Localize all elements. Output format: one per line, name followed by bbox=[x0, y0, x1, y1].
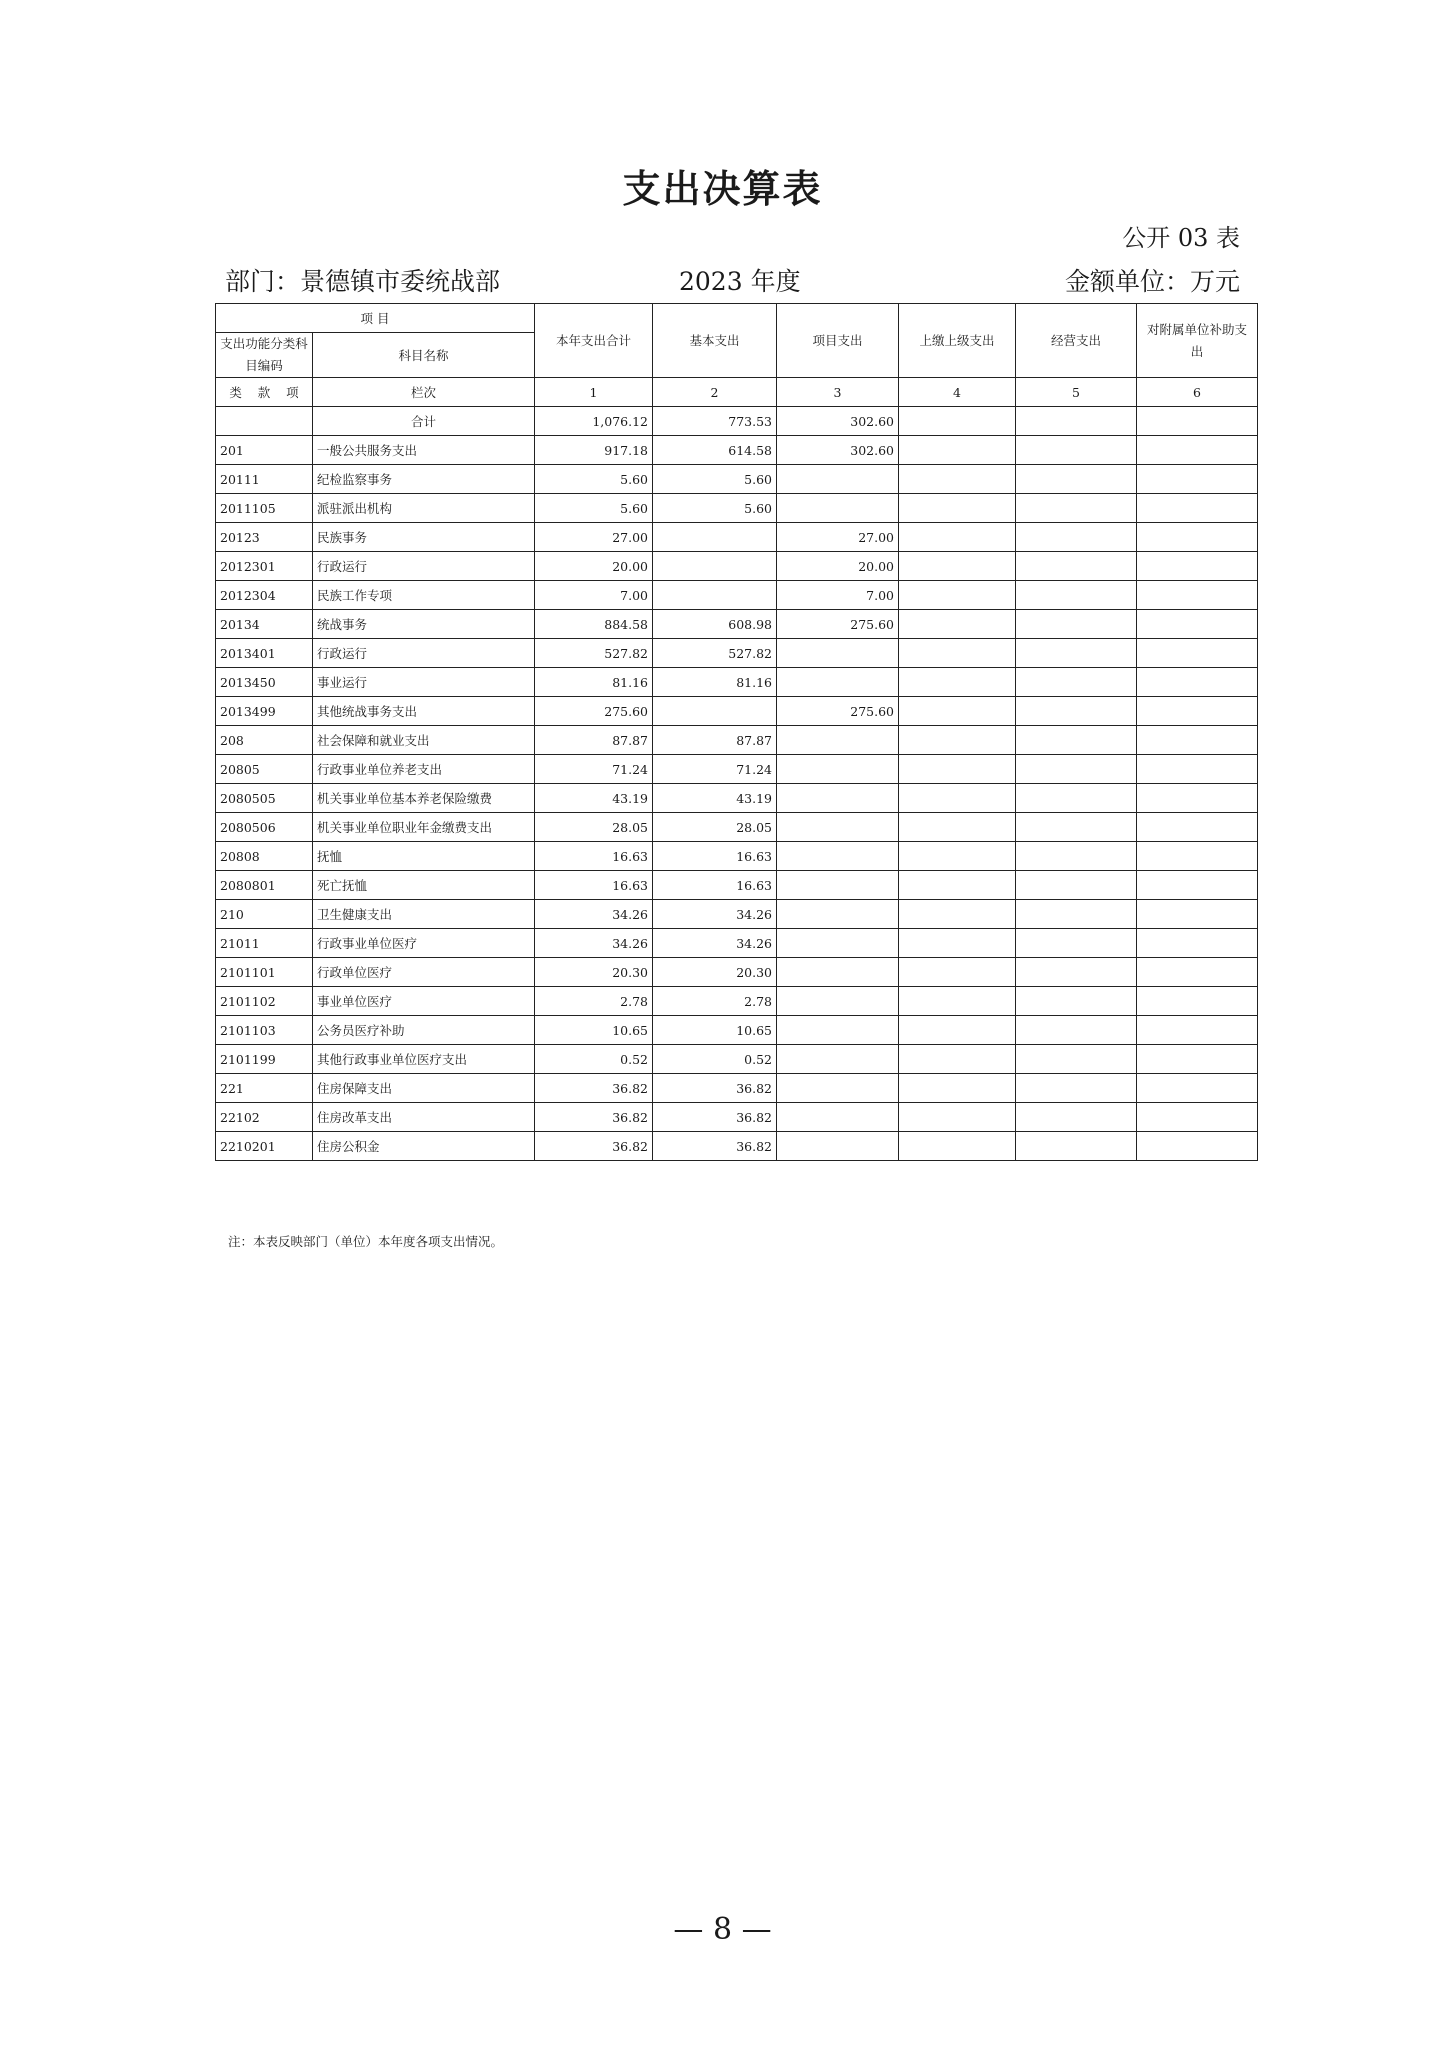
row-code: 2011105 bbox=[216, 494, 313, 523]
row-operating bbox=[1016, 668, 1137, 697]
row-total: 5.60 bbox=[535, 465, 653, 494]
row-basic: 87.87 bbox=[653, 726, 777, 755]
row-code: 2012304 bbox=[216, 581, 313, 610]
row-project bbox=[777, 900, 899, 929]
row-name: 社会保障和就业支出 bbox=[313, 726, 535, 755]
row-basic: 16.63 bbox=[653, 842, 777, 871]
row-name: 行政运行 bbox=[313, 552, 535, 581]
table-row bbox=[216, 465, 1258, 494]
row-basic bbox=[653, 697, 777, 726]
table-row bbox=[216, 813, 1258, 842]
row-name: 事业运行 bbox=[313, 668, 535, 697]
form-number: 公开 03 表 bbox=[1122, 224, 1240, 252]
row-project: 275.60 bbox=[777, 610, 899, 639]
row-name: 纪检监察事务 bbox=[313, 465, 535, 494]
row-subsidy bbox=[1137, 842, 1258, 871]
table-row bbox=[216, 552, 1258, 581]
row-project bbox=[777, 842, 899, 871]
row-total: 81.16 bbox=[535, 668, 653, 697]
row-project bbox=[777, 987, 899, 1016]
row-project bbox=[777, 639, 899, 668]
row-basic: 34.26 bbox=[653, 929, 777, 958]
table-row bbox=[216, 1103, 1258, 1132]
row-name: 住房公积金 bbox=[313, 1132, 535, 1161]
row-remit bbox=[899, 1132, 1016, 1161]
row-operating bbox=[1016, 1045, 1137, 1074]
row-code: 2080505 bbox=[216, 784, 313, 813]
row-operating bbox=[1016, 755, 1137, 784]
meta-row bbox=[225, 262, 1240, 298]
currency-unit: 金额单位：万元 bbox=[1064, 267, 1240, 296]
kuan-label: 款 bbox=[257, 385, 271, 400]
table-row bbox=[216, 726, 1258, 755]
row-operating bbox=[1016, 900, 1137, 929]
row-total: 2.78 bbox=[535, 987, 653, 1016]
row-code: 2012301 bbox=[216, 552, 313, 581]
lanci-label: 栏次 bbox=[313, 378, 535, 407]
row-basic: 608.98 bbox=[653, 610, 777, 639]
row-total: 34.26 bbox=[535, 929, 653, 958]
row-remit bbox=[899, 726, 1016, 755]
row-operating bbox=[1016, 871, 1137, 900]
row-subsidy bbox=[1137, 610, 1258, 639]
row-total: 917.18 bbox=[535, 436, 653, 465]
row-name: 民族事务 bbox=[313, 523, 535, 552]
row-code: 22102 bbox=[216, 1103, 313, 1132]
lei-kuan-xiang bbox=[216, 378, 313, 407]
row-basic: 20.30 bbox=[653, 958, 777, 987]
row-project bbox=[777, 784, 899, 813]
row-remit bbox=[899, 668, 1016, 697]
row-code: 2101102 bbox=[216, 987, 313, 1016]
row-total: 275.60 bbox=[535, 697, 653, 726]
row-basic: 2.78 bbox=[653, 987, 777, 1016]
row-name: 行政运行 bbox=[313, 639, 535, 668]
table-row bbox=[216, 755, 1258, 784]
table-row bbox=[216, 1045, 1258, 1074]
table-row bbox=[216, 668, 1258, 697]
row-total: 10.65 bbox=[535, 1016, 653, 1045]
row-code: 210 bbox=[216, 900, 313, 929]
row-subsidy bbox=[1137, 1132, 1258, 1161]
row-name: 机关事业单位职业年金缴费支出 bbox=[313, 813, 535, 842]
row-basic: 43.19 bbox=[653, 784, 777, 813]
lei-label: 类 bbox=[229, 385, 242, 400]
total-c1: 1,076.12 bbox=[535, 407, 653, 436]
row-subsidy bbox=[1137, 465, 1258, 494]
row-basic bbox=[653, 552, 777, 581]
row-total: 28.05 bbox=[535, 813, 653, 842]
row-project bbox=[777, 1016, 899, 1045]
row-project: 275.60 bbox=[777, 697, 899, 726]
row-total: 87.87 bbox=[535, 726, 653, 755]
table-row bbox=[216, 1074, 1258, 1103]
row-remit bbox=[899, 610, 1016, 639]
row-code: 2101101 bbox=[216, 958, 313, 987]
row-code: 2101199 bbox=[216, 1045, 313, 1074]
row-basic bbox=[653, 581, 777, 610]
table-row bbox=[216, 929, 1258, 958]
row-remit bbox=[899, 494, 1016, 523]
row-subsidy bbox=[1137, 697, 1258, 726]
row-operating bbox=[1016, 697, 1137, 726]
row-basic: 16.63 bbox=[653, 871, 777, 900]
total-row bbox=[216, 407, 1258, 436]
row-subsidy bbox=[1137, 1045, 1258, 1074]
row-remit bbox=[899, 813, 1016, 842]
table-note: 注：本表反映部门（单位）本年度各项支出情况。 bbox=[228, 1234, 504, 1249]
row-project bbox=[777, 958, 899, 987]
table-row bbox=[216, 958, 1258, 987]
total-label: 合计 bbox=[313, 407, 535, 436]
xiang-label: 项 bbox=[286, 385, 299, 400]
row-remit bbox=[899, 639, 1016, 668]
row-operating bbox=[1016, 436, 1137, 465]
row-basic: 28.05 bbox=[653, 813, 777, 842]
row-subsidy bbox=[1137, 436, 1258, 465]
row-subsidy bbox=[1137, 523, 1258, 552]
col-remit-header: 上缴上级支出 bbox=[899, 304, 1016, 378]
fiscal-year: 2023 年度 bbox=[679, 267, 801, 296]
row-code: 2013499 bbox=[216, 697, 313, 726]
row-name: 行政事业单位医疗 bbox=[313, 929, 535, 958]
table-row bbox=[216, 784, 1258, 813]
row-total: 34.26 bbox=[535, 900, 653, 929]
page-number: — 8 — bbox=[673, 1912, 772, 1947]
col-number-4: 4 bbox=[899, 378, 1016, 407]
row-subsidy bbox=[1137, 581, 1258, 610]
table-row bbox=[216, 494, 1258, 523]
row-code: 20805 bbox=[216, 755, 313, 784]
row-code: 221 bbox=[216, 1074, 313, 1103]
row-remit bbox=[899, 1045, 1016, 1074]
row-operating bbox=[1016, 552, 1137, 581]
col-total-header: 本年支出合计 bbox=[535, 304, 653, 378]
table-row bbox=[216, 436, 1258, 465]
row-project bbox=[777, 1103, 899, 1132]
table-row bbox=[216, 610, 1258, 639]
row-basic: 34.26 bbox=[653, 900, 777, 929]
row-project bbox=[777, 494, 899, 523]
row-subsidy bbox=[1137, 813, 1258, 842]
row-code: 201 bbox=[216, 436, 313, 465]
row-subsidy bbox=[1137, 871, 1258, 900]
row-total: 27.00 bbox=[535, 523, 653, 552]
row-subsidy bbox=[1137, 987, 1258, 1016]
row-name: 行政事业单位养老支出 bbox=[313, 755, 535, 784]
row-project: 302.60 bbox=[777, 436, 899, 465]
row-basic bbox=[653, 523, 777, 552]
row-name: 其他行政事业单位医疗支出 bbox=[313, 1045, 535, 1074]
row-operating bbox=[1016, 494, 1137, 523]
row-total: 16.63 bbox=[535, 871, 653, 900]
row-remit bbox=[899, 842, 1016, 871]
row-name: 住房改革支出 bbox=[313, 1103, 535, 1132]
row-code: 2080801 bbox=[216, 871, 313, 900]
row-project: 7.00 bbox=[777, 581, 899, 610]
row-name: 事业单位医疗 bbox=[313, 987, 535, 1016]
row-total: 36.82 bbox=[535, 1074, 653, 1103]
row-remit bbox=[899, 784, 1016, 813]
row-name: 统战事务 bbox=[313, 610, 535, 639]
row-code: 20808 bbox=[216, 842, 313, 871]
row-basic: 5.60 bbox=[653, 465, 777, 494]
code-header: 支出功能分类科目编码 bbox=[216, 333, 313, 378]
row-code: 20111 bbox=[216, 465, 313, 494]
row-code: 2210201 bbox=[216, 1132, 313, 1161]
row-operating bbox=[1016, 958, 1137, 987]
row-name: 公务员医疗补助 bbox=[313, 1016, 535, 1045]
row-operating bbox=[1016, 523, 1137, 552]
row-subsidy bbox=[1137, 668, 1258, 697]
row-remit bbox=[899, 1016, 1016, 1045]
row-subsidy bbox=[1137, 1074, 1258, 1103]
row-operating bbox=[1016, 726, 1137, 755]
row-project bbox=[777, 929, 899, 958]
table-row bbox=[216, 871, 1258, 900]
row-subsidy bbox=[1137, 784, 1258, 813]
row-subsidy bbox=[1137, 726, 1258, 755]
table-row bbox=[216, 987, 1258, 1016]
table-row bbox=[216, 639, 1258, 668]
row-remit bbox=[899, 697, 1016, 726]
row-project bbox=[777, 1045, 899, 1074]
table-row bbox=[216, 697, 1258, 726]
row-subsidy bbox=[1137, 929, 1258, 958]
name-header: 科目名称 bbox=[313, 333, 535, 378]
col-operating-header: 经营支出 bbox=[1016, 304, 1137, 378]
col-basic-header: 基本支出 bbox=[653, 304, 777, 378]
col-subsidy-header: 对附属单位补助支出 bbox=[1137, 304, 1258, 378]
row-total: 71.24 bbox=[535, 755, 653, 784]
row-subsidy bbox=[1137, 639, 1258, 668]
row-basic: 10.65 bbox=[653, 1016, 777, 1045]
row-operating bbox=[1016, 842, 1137, 871]
row-code: 2013450 bbox=[216, 668, 313, 697]
col-number-2: 2 bbox=[653, 378, 777, 407]
row-code: 20134 bbox=[216, 610, 313, 639]
row-project bbox=[777, 668, 899, 697]
row-name: 派驻派出机构 bbox=[313, 494, 535, 523]
row-operating bbox=[1016, 581, 1137, 610]
row-basic: 614.58 bbox=[653, 436, 777, 465]
row-remit bbox=[899, 900, 1016, 929]
row-operating bbox=[1016, 1103, 1137, 1132]
total-c2: 773.53 bbox=[653, 407, 777, 436]
table-row bbox=[216, 523, 1258, 552]
row-project bbox=[777, 813, 899, 842]
page-title: 支出决算表 bbox=[622, 167, 823, 211]
row-name: 民族工作专项 bbox=[313, 581, 535, 610]
row-total: 20.00 bbox=[535, 552, 653, 581]
row-operating bbox=[1016, 987, 1137, 1016]
row-remit bbox=[899, 987, 1016, 1016]
row-basic: 71.24 bbox=[653, 755, 777, 784]
row-code: 2013401 bbox=[216, 639, 313, 668]
expenditure-table bbox=[215, 303, 1258, 1161]
row-name: 死亡抚恤 bbox=[313, 871, 535, 900]
row-total: 36.82 bbox=[535, 1103, 653, 1132]
row-remit bbox=[899, 755, 1016, 784]
row-project bbox=[777, 1132, 899, 1161]
row-operating bbox=[1016, 1016, 1137, 1045]
table-row bbox=[216, 1132, 1258, 1161]
row-operating bbox=[1016, 784, 1137, 813]
col-number-1: 1 bbox=[535, 378, 653, 407]
col-number-5: 5 bbox=[1016, 378, 1137, 407]
table-row bbox=[216, 900, 1258, 929]
col-number-6: 6 bbox=[1137, 378, 1258, 407]
row-subsidy bbox=[1137, 1103, 1258, 1132]
row-code: 20123 bbox=[216, 523, 313, 552]
row-project bbox=[777, 726, 899, 755]
row-operating bbox=[1016, 1132, 1137, 1161]
row-name: 抚恤 bbox=[313, 842, 535, 871]
total-c3: 302.60 bbox=[777, 407, 899, 436]
project-header: 项 目 bbox=[216, 304, 535, 333]
row-project bbox=[777, 755, 899, 784]
department-label: 部门：景德镇市委统战部 bbox=[225, 267, 501, 296]
row-basic: 0.52 bbox=[653, 1045, 777, 1074]
row-total: 43.19 bbox=[535, 784, 653, 813]
row-operating bbox=[1016, 639, 1137, 668]
row-name: 住房保障支出 bbox=[313, 1074, 535, 1103]
row-basic: 36.82 bbox=[653, 1103, 777, 1132]
table-row bbox=[216, 842, 1258, 871]
row-basic: 36.82 bbox=[653, 1074, 777, 1103]
row-code: 2101103 bbox=[216, 1016, 313, 1045]
row-code: 21011 bbox=[216, 929, 313, 958]
row-total: 5.60 bbox=[535, 494, 653, 523]
row-remit bbox=[899, 958, 1016, 987]
table-row bbox=[216, 1016, 1258, 1045]
row-code: 2080506 bbox=[216, 813, 313, 842]
row-subsidy bbox=[1137, 755, 1258, 784]
row-total: 36.82 bbox=[535, 1132, 653, 1161]
row-name: 其他统战事务支出 bbox=[313, 697, 535, 726]
row-basic: 81.16 bbox=[653, 668, 777, 697]
row-operating bbox=[1016, 929, 1137, 958]
row-operating bbox=[1016, 610, 1137, 639]
row-name: 行政单位医疗 bbox=[313, 958, 535, 987]
row-operating bbox=[1016, 465, 1137, 494]
row-remit bbox=[899, 871, 1016, 900]
row-name: 一般公共服务支出 bbox=[313, 436, 535, 465]
row-basic: 36.82 bbox=[653, 1132, 777, 1161]
row-subsidy bbox=[1137, 1016, 1258, 1045]
row-basic: 5.60 bbox=[653, 494, 777, 523]
row-remit bbox=[899, 552, 1016, 581]
row-remit bbox=[899, 1103, 1016, 1132]
row-project: 20.00 bbox=[777, 552, 899, 581]
row-operating bbox=[1016, 1074, 1137, 1103]
table-row bbox=[216, 581, 1258, 610]
row-subsidy bbox=[1137, 494, 1258, 523]
row-project: 27.00 bbox=[777, 523, 899, 552]
row-remit bbox=[899, 1074, 1016, 1103]
row-project bbox=[777, 1074, 899, 1103]
row-name: 机关事业单位基本养老保险缴费 bbox=[313, 784, 535, 813]
row-project bbox=[777, 465, 899, 494]
row-remit bbox=[899, 436, 1016, 465]
row-remit bbox=[899, 581, 1016, 610]
col-number-3: 3 bbox=[777, 378, 899, 407]
row-total: 0.52 bbox=[535, 1045, 653, 1074]
row-remit bbox=[899, 465, 1016, 494]
row-total: 16.63 bbox=[535, 842, 653, 871]
row-remit bbox=[899, 929, 1016, 958]
row-total: 7.00 bbox=[535, 581, 653, 610]
row-total: 884.58 bbox=[535, 610, 653, 639]
row-subsidy bbox=[1137, 900, 1258, 929]
row-total: 527.82 bbox=[535, 639, 653, 668]
row-operating bbox=[1016, 813, 1137, 842]
row-subsidy bbox=[1137, 958, 1258, 987]
row-project bbox=[777, 871, 899, 900]
row-remit bbox=[899, 523, 1016, 552]
col-project-header: 项目支出 bbox=[777, 304, 899, 378]
row-total: 20.30 bbox=[535, 958, 653, 987]
row-name: 卫生健康支出 bbox=[313, 900, 535, 929]
row-basic: 527.82 bbox=[653, 639, 777, 668]
row-code: 208 bbox=[216, 726, 313, 755]
row-subsidy bbox=[1137, 552, 1258, 581]
